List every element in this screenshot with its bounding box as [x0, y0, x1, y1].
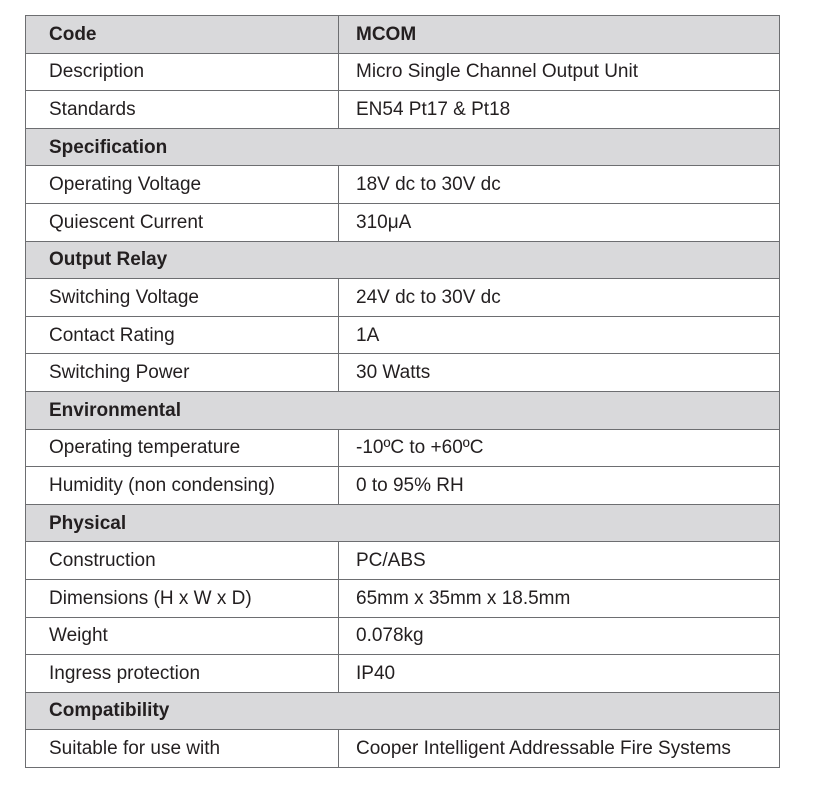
dimensions-label: Dimensions (H x W x D) [26, 579, 339, 617]
description-label: Description [26, 53, 339, 91]
section-title-environmental: Environmental [26, 391, 780, 429]
table-row [26, 53, 780, 91]
humidity-label: Humidity (non condensing) [26, 467, 339, 505]
dimensions-value: 65mm x 35mm x 18.5mm [339, 579, 780, 617]
code-label: Code [26, 16, 339, 54]
section-row [26, 692, 780, 730]
construction-value: PC/ABS [339, 542, 780, 580]
standards-value: EN54 Pt17 & Pt18 [339, 91, 780, 129]
table-header-row [26, 16, 780, 54]
standards-label: Standards [26, 91, 339, 129]
code-value: MCOM [339, 16, 780, 54]
operating-temperature-value: -10ºC to +60ºC [339, 429, 780, 467]
table-row [26, 579, 780, 617]
ingress-protection-label: Ingress protection [26, 655, 339, 693]
operating-voltage-label: Operating Voltage [26, 166, 339, 204]
section-title-output-relay: Output Relay [26, 241, 780, 279]
section-title-specification: Specification [26, 128, 780, 166]
quiescent-current-value: 310μA [339, 203, 780, 241]
switching-power-value: 30 Watts [339, 354, 780, 392]
contact-rating-label: Contact Rating [26, 316, 339, 354]
section-row [26, 504, 780, 542]
table-row [26, 429, 780, 467]
suitable-for-value: Cooper Intelligent Addressable Fire Systems [339, 730, 780, 768]
table-row [26, 617, 780, 655]
table-row [26, 542, 780, 580]
quiescent-current-label: Quiescent Current [26, 203, 339, 241]
table-row [26, 279, 780, 317]
table-row [26, 354, 780, 392]
section-row [26, 241, 780, 279]
table-row [26, 730, 780, 768]
table-row [26, 655, 780, 693]
construction-label: Construction [26, 542, 339, 580]
operating-voltage-value: 18V dc to 30V dc [339, 166, 780, 204]
table-row [26, 203, 780, 241]
suitable-for-label: Suitable for use with [26, 730, 339, 768]
switching-voltage-value: 24V dc to 30V dc [339, 279, 780, 317]
table-row [26, 467, 780, 505]
description-value: Micro Single Channel Output Unit [339, 53, 780, 91]
weight-label: Weight [26, 617, 339, 655]
switching-power-label: Switching Power [26, 354, 339, 392]
table-row [26, 316, 780, 354]
section-title-physical: Physical [26, 504, 780, 542]
section-title-compatibility: Compatibility [26, 692, 780, 730]
section-row [26, 128, 780, 166]
weight-value: 0.078kg [339, 617, 780, 655]
table-row [26, 166, 780, 204]
humidity-value: 0 to 95% RH [339, 467, 780, 505]
table-row [26, 91, 780, 129]
switching-voltage-label: Switching Voltage [26, 279, 339, 317]
section-row [26, 391, 780, 429]
operating-temperature-label: Operating temperature [26, 429, 339, 467]
specification-table [25, 15, 780, 768]
ingress-protection-value: IP40 [339, 655, 780, 693]
contact-rating-value: 1A [339, 316, 780, 354]
